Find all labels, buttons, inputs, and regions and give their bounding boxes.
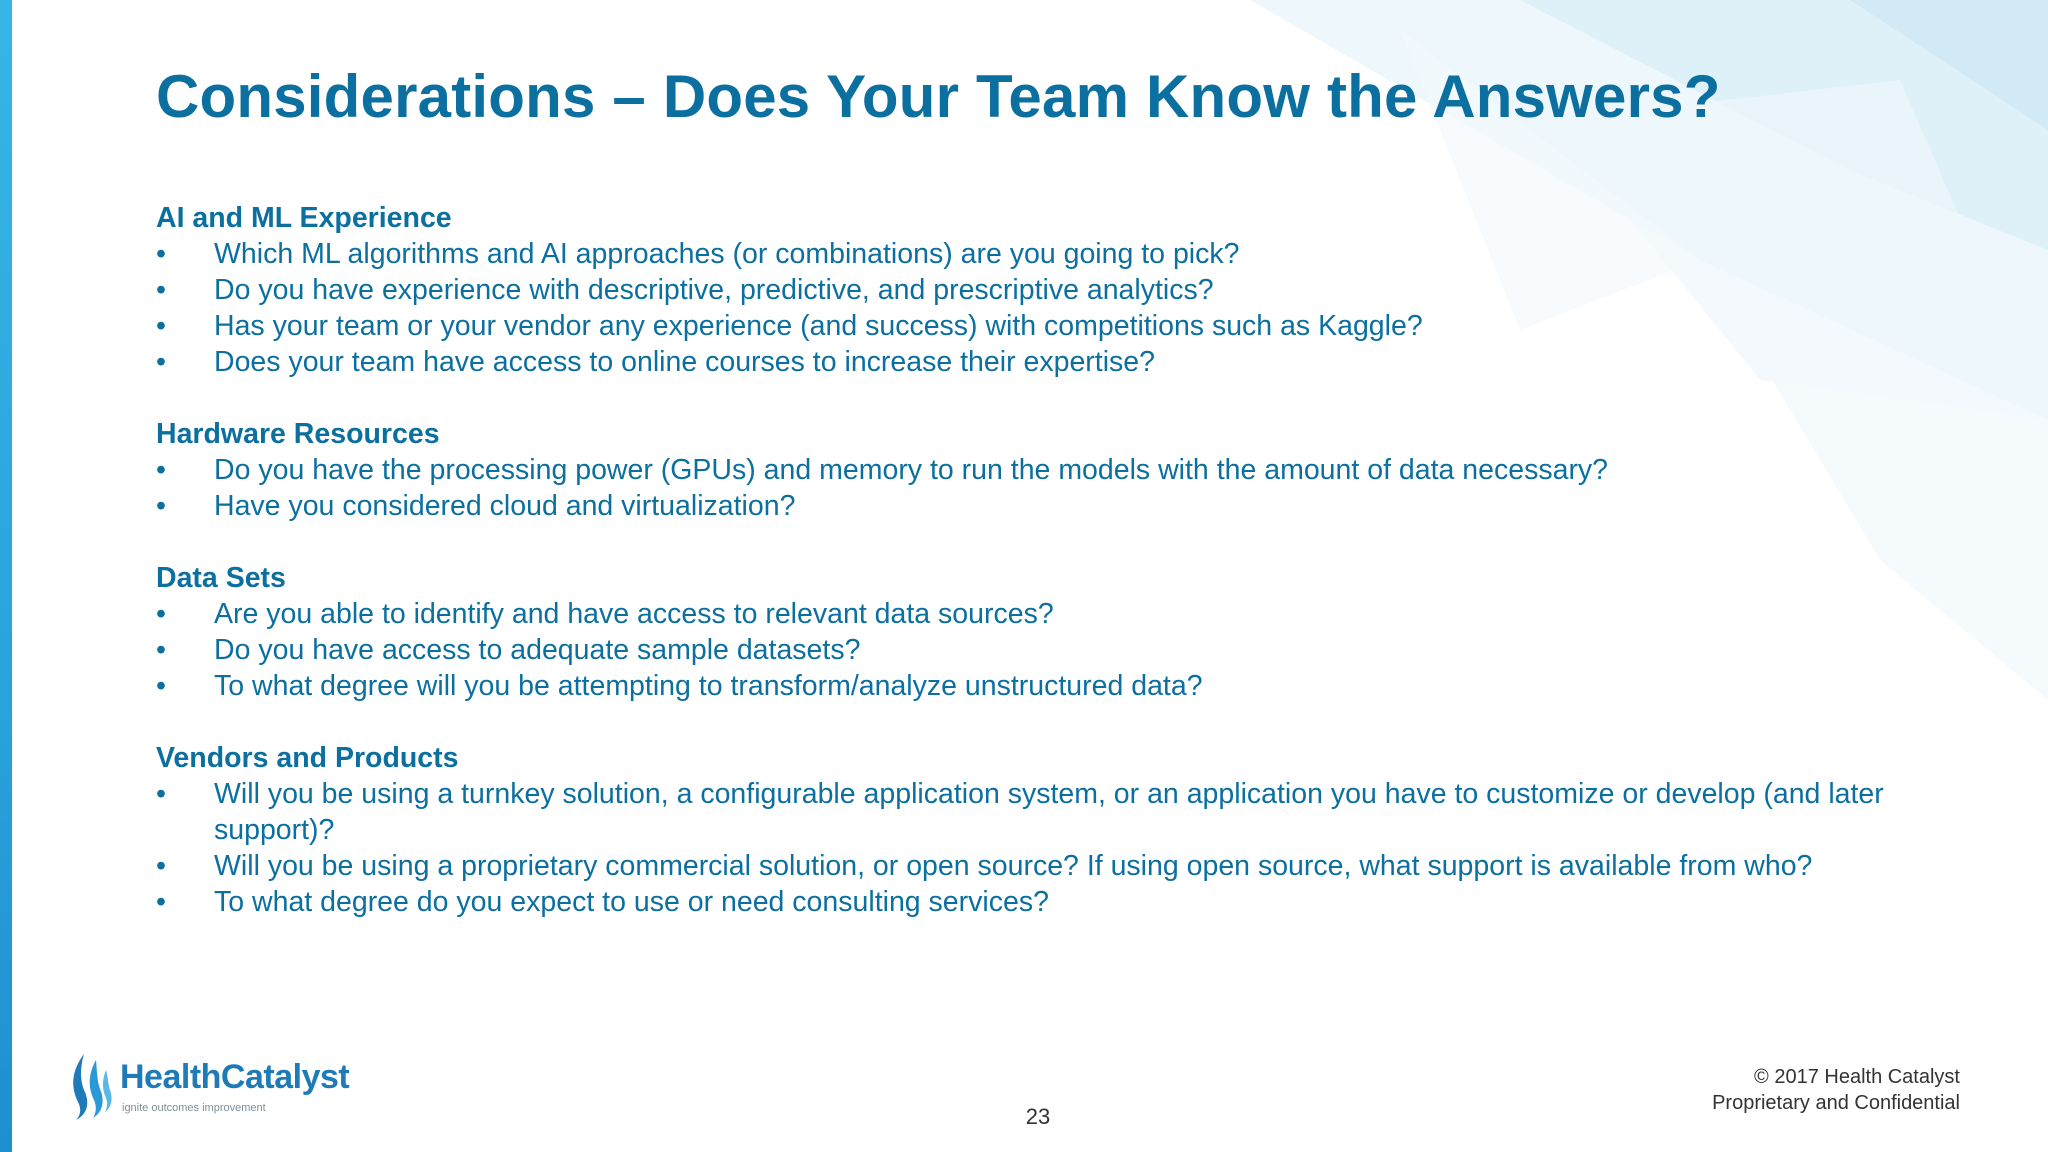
bullet-item (156, 776, 1936, 848)
copyright-notice (1712, 1064, 1960, 1116)
bullet-marker: • (156, 598, 166, 630)
bullet-item (156, 488, 1936, 524)
section-vendors-products (156, 740, 1936, 920)
bullet-text: Do you have experience with descriptive, predictive, and prescriptive analytics? (214, 274, 1214, 306)
page-number: 23 (1025, 1104, 1051, 1129)
bullet-text: Has your team or your vendor any experience (and success) with competitions such as Kaggle? (214, 310, 1423, 342)
bullet-item (156, 632, 1936, 668)
bullet-item (156, 596, 1936, 632)
bullet-text: Will you be using a proprietary commercial solution, or open source? If using open source, what support is available from who? (214, 850, 1813, 882)
logo-wordmark-health: Health (120, 1058, 221, 1096)
logo-wordmark-catalyst: Catalyst (220, 1058, 350, 1096)
bullet-item (156, 236, 1936, 272)
bullet-item (156, 344, 1936, 380)
bullet-marker: • (156, 490, 166, 522)
bullet-marker: • (156, 274, 166, 306)
bullet-item (156, 668, 1936, 704)
bullet-list (156, 596, 1936, 704)
bullet-text: Do you have the processing power (GPUs) and memory to run the models with the amount of data necessary? (214, 454, 1609, 486)
section-hardware-resources (156, 416, 1936, 524)
slide-content (156, 200, 1936, 956)
bullet-list (156, 452, 1936, 524)
bullet-item (156, 884, 1936, 920)
bullet-marker: • (156, 670, 166, 702)
bullet-marker: • (156, 454, 166, 486)
bullet-list (156, 236, 1936, 380)
section-ai-ml-experience (156, 200, 1936, 380)
bullet-text: Have you considered cloud and virtualization? (214, 490, 796, 522)
bullet-list (156, 776, 1936, 920)
bullet-item (156, 848, 1936, 884)
bullet-text: Are you able to identify and have access to relevant data sources? (214, 598, 1054, 630)
bullet-text: Does your team have access to online courses to increase their expertise? (214, 346, 1155, 378)
confidentiality-line: Proprietary and Confidential (1712, 1092, 1960, 1114)
bullet-marker: • (156, 346, 166, 378)
bullet-marker: • (156, 634, 166, 666)
left-accent-bar (0, 0, 12, 1152)
bullet-item (156, 452, 1936, 488)
section-heading: Hardware Resources (156, 418, 440, 450)
bullet-marker: • (156, 886, 166, 918)
section-heading: AI and ML Experience (156, 202, 452, 234)
bullet-marker: • (156, 850, 166, 882)
copyright-line: © 2017 Health Catalyst (1754, 1066, 1960, 1088)
slide-title: Considerations – Does Your Team Know the Answers? (156, 63, 1721, 130)
flame-icon (66, 1052, 114, 1122)
bullet-marker: • (156, 238, 166, 270)
bullet-text: Which ML algorithms and AI approaches (or combinations) are you going to pick? (214, 238, 1240, 270)
section-heading: Data Sets (156, 562, 286, 594)
logo-tagline: ignite outcomes improvement (122, 1102, 266, 1114)
bullet-text: To what degree do you expect to use or need consulting services? (214, 886, 1049, 918)
bullet-marker: • (156, 310, 166, 342)
bullet-text: Do you have access to adequate sample datasets? (214, 634, 861, 666)
health-catalyst-logo (66, 1052, 366, 1122)
bullet-marker: • (156, 778, 166, 810)
bullet-item (156, 308, 1936, 344)
section-heading: Vendors and Products (156, 742, 459, 774)
bullet-item (156, 272, 1936, 308)
logo-wordmark (120, 1058, 349, 1097)
section-data-sets (156, 560, 1936, 704)
bullet-text: To what degree will you be attempting to transform/analyze unstructured data? (214, 670, 1203, 702)
bullet-text: Will you be using a turnkey solution, a configurable application system, or an application you have to customize or develop (and later support)? (214, 778, 1884, 846)
